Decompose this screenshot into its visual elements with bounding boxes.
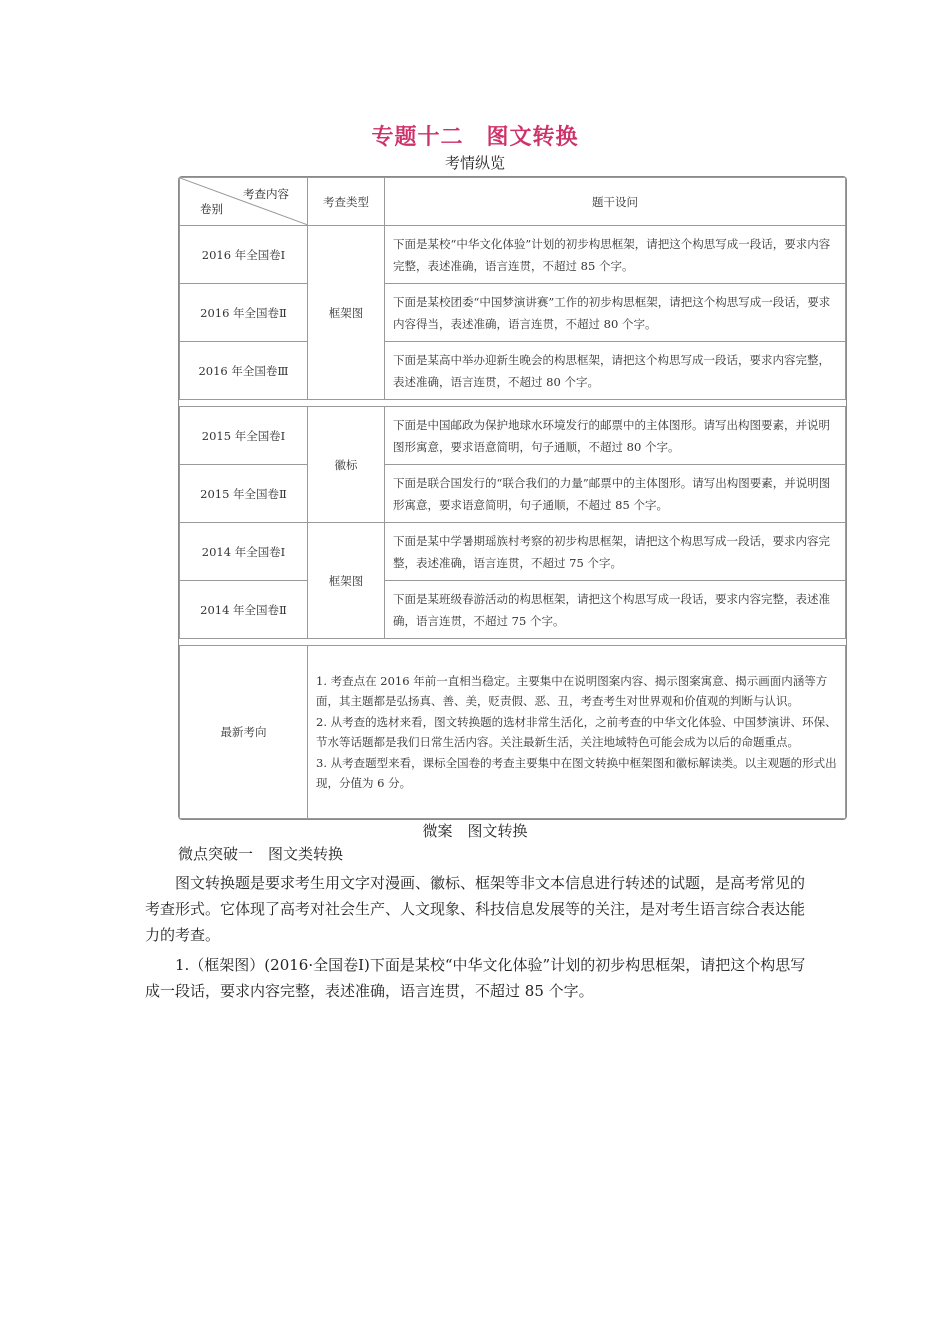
type-cell: 框架图: [308, 226, 385, 400]
paper-cell: 2015 年全国卷Ⅰ: [180, 407, 308, 465]
question-cell: 下面是中国邮政为保护地球水环境发行的邮票中的主体图形。请写出构图要素，并说明图形寓意，要求语意简明，句子通顺，不超过 80 个字。: [385, 407, 846, 465]
overview-table: [178, 176, 847, 820]
table-row: [180, 465, 846, 523]
question-cell: 下面是某高中举办迎新生晚会的构思框架，请把这个构思写成一段话，要求内容完整，表述准确，语言连贯，不超过 80 个字。: [385, 342, 846, 400]
header-type: 考查类型: [308, 178, 385, 226]
paper-cell: 2016 年全国卷Ⅱ: [180, 284, 308, 342]
question-paragraph: 1.（框架图）(2016·全国卷Ⅰ)下面是某校“中华文化体验”计划的初步构思框架，请把这个构思写成一段话，要求内容完整，表述准确，语言连贯，不超过 85 个字。: [145, 956, 806, 1000]
type-cell: 框架图: [308, 523, 385, 639]
trend-point: 1. 考查点在 2016 年前一直相当稳定。主要集中在说明图案内容、揭示图案寓意、揭示画面内涵等方面，其主题都是弘扬真、善、美，贬责假、恶、丑，考查考生对世界观和价值观的判断与认识。: [316, 673, 828, 708]
paper-cell: 2016 年全国卷Ⅰ: [180, 226, 308, 284]
header-paper-label: 卷别: [200, 202, 223, 216]
table-caption: 考情纵览: [444, 154, 505, 172]
table-row: [180, 284, 846, 342]
trend-row: [180, 646, 846, 819]
subsection-title: 微点突破一 图文类转换: [178, 845, 344, 863]
trend-point: 2. 从考查的选材来看，图文转换题的选材非常生活化，之前考查的中华文化体验、中国梦演讲、环保、节水等话题都是我们日常生活内容。关注最新生活，关注地域特色可能会成为以后的命题重点。: [316, 714, 837, 749]
trend-point: 3. 从考查题型来看，课标全国卷的考查主要集中在图文转换中框架图和徽标解读类。以主观题的形式出现，分值为 6 分。: [316, 755, 837, 790]
question-cell: 下面是联合国发行的“联合我们的力量”邮票中的主体图形。请写出构图要素，并说明图形寓意，要求语意简明，句子通顺，不超过 85 个字。: [385, 465, 846, 523]
table-gap: [180, 639, 846, 646]
table-row: [180, 407, 846, 465]
paper-cell: 2016 年全国卷Ⅲ: [180, 342, 308, 400]
table-gap: [180, 400, 846, 407]
question-cell: 下面是某校团委“中国梦演讲赛”工作的初步构思框架，请把这个构思写成一段话，要求内容得当，表述准确，语言连贯，不超过 80 个字。: [385, 284, 846, 342]
paper-cell: 2014 年全国卷Ⅰ: [180, 523, 308, 581]
paper-cell: 2014 年全国卷Ⅱ: [180, 581, 308, 639]
table-row: [180, 523, 846, 581]
table-row: [180, 581, 846, 639]
intro-paragraph: 图文转换题是要求考生用文字对漫画、徽标、框架等非文本信息进行转述的试题，是高考常见的考查形式。它体现了高考对社会生产、人文现象、科技信息发展等的关注，是对考生语言综合表达能力的考查。: [145, 874, 806, 944]
question-cell: 下面是某班级春游活动的构思框架，请把这个构思写成一段话，要求内容完整，表述准确，语言连贯，不超过 75 个字。: [385, 581, 846, 639]
header-question: 题干设问: [385, 178, 846, 226]
question-cell: 下面是某中学暑期瑶族村考察的初步构思框架，请把这个构思写成一段话，要求内容完整，表述准确，语言连贯，不超过 75 个字。: [385, 523, 846, 581]
diagonal-header-cell: [180, 178, 308, 226]
type-cell: 徽标: [308, 407, 385, 523]
question-cell: 下面是某校“中华文化体验”计划的初步构思框架，请把这个构思写成一段话，要求内容完整，表述准确，语言连贯，不超过 85 个字。: [385, 226, 846, 284]
header-content-label: 考查内容: [243, 187, 289, 201]
table-row: [180, 342, 846, 400]
table-row: [180, 226, 846, 284]
page-title: 专题十二 图文转换: [371, 124, 579, 150]
paper-cell: 2015 年全国卷Ⅱ: [180, 465, 308, 523]
trend-label: 最新考向: [180, 646, 308, 819]
trend-content: [308, 646, 846, 819]
section-title: 微案 图文转换: [422, 822, 528, 840]
table-header-row: [180, 178, 846, 226]
